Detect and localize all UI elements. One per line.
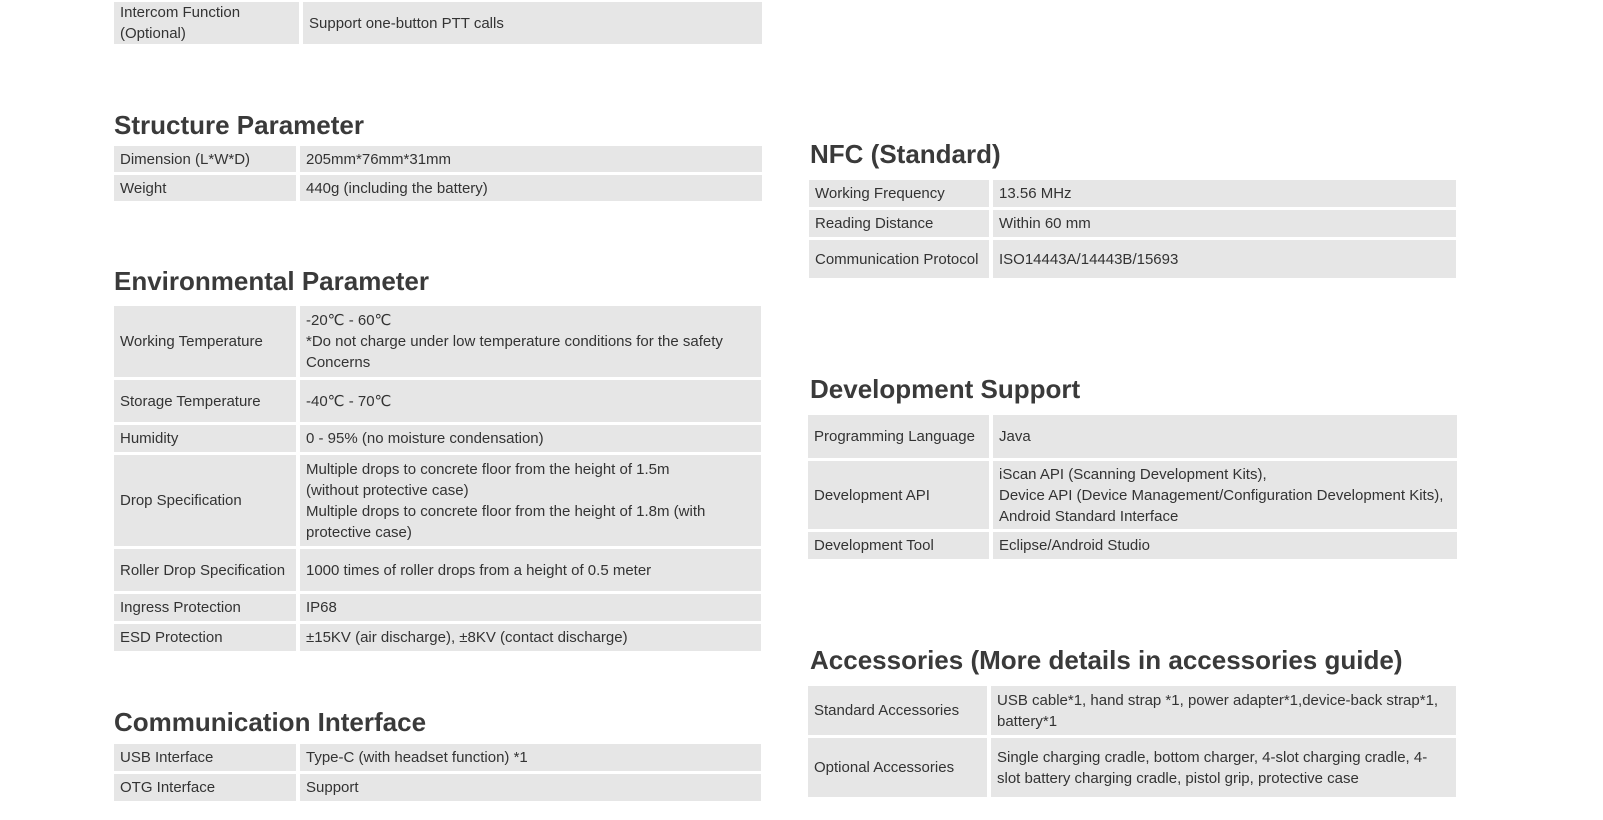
spec-value: Support	[300, 774, 761, 804]
spec-key: Communication Protocol	[809, 240, 993, 281]
table-row	[114, 455, 761, 549]
value-line: -20℃ - 60℃	[306, 312, 392, 329]
development-table	[808, 415, 1457, 562]
table-row	[114, 425, 761, 455]
intercom-table	[114, 2, 762, 47]
table-row	[114, 380, 761, 425]
spec-key: Storage Temperature	[114, 380, 300, 425]
spec-key: Drop Specification	[114, 455, 300, 549]
structure-table	[114, 146, 762, 204]
table-row	[114, 744, 761, 774]
spec-value: USB cable*1, hand strap *1, power adapter*1,device-back strap*1, battery*1	[991, 686, 1456, 738]
spec-key: ESD Protection	[114, 624, 300, 654]
table-row	[808, 461, 1457, 532]
spec-value: -40℃ - 70℃	[300, 380, 761, 425]
table-row	[114, 594, 761, 624]
accessories-table	[808, 686, 1456, 800]
value-line: Multiple drops to concrete floor from the height of 1.8m (with protective case)	[306, 502, 706, 541]
spec-key: Dimension (L*W*D)	[114, 146, 300, 175]
nfc-table	[809, 180, 1456, 281]
spec-value	[300, 455, 761, 549]
spec-value: 1000 times of roller drops from a height of 0.5 meter	[300, 549, 761, 594]
spec-value: IP68	[300, 594, 761, 624]
table-row	[114, 774, 761, 804]
value-line: iScan API (Scanning Development Kits),	[999, 465, 1267, 483]
section-title-communication: Communication Interface	[114, 707, 427, 737]
spec-value	[993, 461, 1457, 532]
spec-value: ISO14443A/14443B/15693	[993, 240, 1456, 281]
spec-key: Reading Distance	[809, 210, 993, 240]
table-row	[809, 240, 1456, 281]
spec-value: Type-C (with headset function) *1	[300, 744, 761, 774]
spec-key: Working Temperature	[114, 306, 300, 380]
table-row	[809, 180, 1456, 210]
spec-key: Standard Accessories	[808, 686, 991, 738]
spec-key: USB Interface	[114, 744, 300, 774]
table-row	[114, 146, 762, 175]
spec-value: Java	[993, 415, 1457, 461]
table-row	[808, 532, 1457, 562]
table-row	[809, 210, 1456, 240]
spec-value: 205mm*76mm*31mm	[300, 146, 762, 175]
environmental-table	[114, 306, 761, 654]
table-row	[114, 175, 762, 204]
spec-key: Development Tool	[808, 532, 993, 562]
table-row	[114, 2, 762, 47]
spec-value: Single charging cradle, bottom charger, 4-slot charging cradle, 4-slot battery charging cradle, pistol grip, protective case	[991, 738, 1456, 800]
value-line: *Do not charge under low temperature conditions for the safety Concerns	[306, 333, 723, 371]
spec-key: Optional Accessories	[808, 738, 991, 800]
spec-key: Working Frequency	[809, 180, 993, 210]
spec-value: Eclipse/Android Studio	[993, 532, 1457, 562]
spec-value: 13.56 MHz	[993, 180, 1456, 210]
spec-value: Support one-button PTT calls	[303, 2, 762, 47]
section-title-nfc: NFC (Standard)	[810, 139, 1001, 169]
value-line: Multiple drops to concrete floor from the height of 1.5m (without protective case)	[306, 460, 670, 499]
spec-value: Within 60 mm	[993, 210, 1456, 240]
table-row	[114, 624, 761, 654]
spec-value: ±15KV (air discharge), ±8KV (contact discharge)	[300, 624, 761, 654]
spec-key: Ingress Protection	[114, 594, 300, 624]
table-row	[114, 306, 761, 380]
spec-key: Weight	[114, 175, 300, 204]
table-row	[808, 415, 1457, 461]
section-title-structure: Structure Parameter	[114, 110, 364, 140]
table-row	[808, 686, 1456, 738]
section-title-accessories: Accessories (More details in accessories guide)	[810, 645, 1403, 675]
section-title-environmental: Environmental Parameter	[114, 266, 430, 296]
spec-key: Roller Drop Specification	[114, 549, 300, 594]
spec-key: Development API	[808, 461, 993, 532]
spec-value: 440g (including the battery)	[300, 175, 762, 204]
communication-table	[114, 744, 761, 804]
table-row	[114, 549, 761, 594]
spec-value	[300, 306, 761, 380]
section-title-development: Development Support	[810, 374, 1081, 404]
spec-key: OTG Interface	[114, 774, 300, 804]
table-row	[808, 738, 1456, 800]
spec-value: 0 - 95% (no moisture condensation)	[300, 425, 761, 455]
spec-key: Programming Language	[808, 415, 993, 461]
spec-key: Humidity	[114, 425, 300, 455]
value-line: Device API (Device Management/Configuration Development Kits), Android Standard Interface	[999, 486, 1444, 525]
spec-key: Intercom Function (Optional)	[114, 2, 303, 47]
